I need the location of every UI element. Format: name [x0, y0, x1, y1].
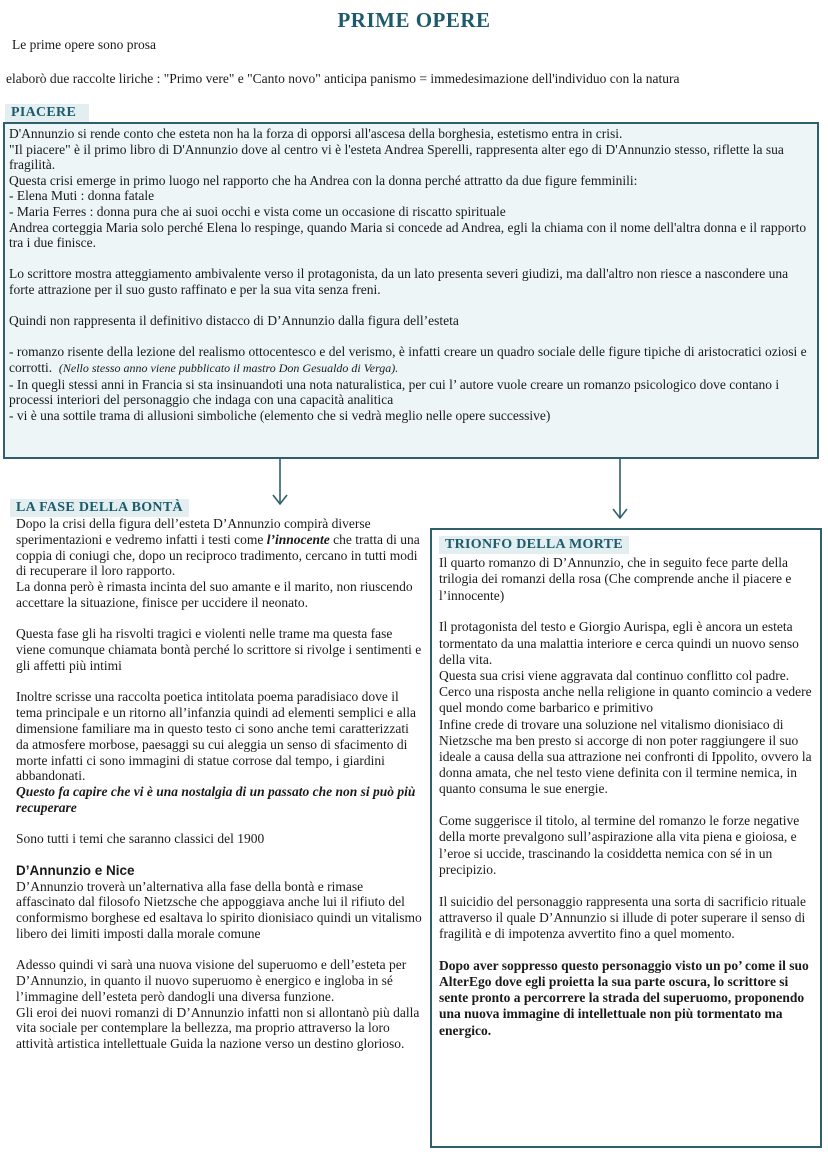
morte-paragraph: Questa sua crisi viene aggravata dal continuo conflitto col padre. — [439, 668, 790, 684]
intro-line-1: Le prime opere sono prosa — [12, 37, 156, 52]
piacere-note: (Nello stesso anno viene pubblicato il mastro Don Gesualdo di Verga). — [58, 360, 399, 375]
piacere-list-item: - vi è una sottile trama di allusioni simboliche (elemento che si vedrà meglio nelle opere successive) — [9, 407, 551, 423]
bonta-paragraph: Sono tutti i temi che saranno classici del 1900 — [16, 831, 265, 847]
nice-heading: D’Annunzio e Nice — [16, 862, 135, 878]
bonta-paragraph: D’Annunzio troverà un’alternativa alla fase della bontà e rimase affascinato dal filosofo Nietzsche che appoggiava anche lui il rifiuto del conformismo borghese ed esaltava lo spirito dionisiaco quindi un vitalismo libero dei limiti imposti dalla morale comune — [16, 878, 422, 941]
morte-paragraph: Come suggerisce il titolo, al termine del romanzo le forze negative della morte prevalgono sull’aspirazione alla vita piena e gioiosa, e l’eroe si uccide, trascinando la cosiddetta nemica con sé in un precipizio. — [439, 813, 800, 877]
piacere-text: - romanzo risente della lezione del realismo ottocentesco e del verismo, è infatti creare un quadro sociale delle figure tipiche di aristocratici oziosi e corrotti. — [9, 344, 807, 375]
bonta-paragraph — [16, 516, 422, 579]
bonta-paragraph: Inoltre scrisse una raccolta poetica intitolata poema paradisiaco dove il tema principale e un ritorno all’infanzia quindi ad elementi semplici e alla dimensione familiare ma in questo testo ci sono anche temi caratterizzati da atmosfere morbose, paesaggi su cui aleggia un senso di sfacimento di morte infatti ci sono immagini di statue corrose dal tempo, i giardini abbandonati. — [16, 689, 416, 784]
piacere-paragraph: Quindi non rappresenta il definitivo distacco di D’Annunzio dalla figura dell’esteta — [9, 313, 459, 329]
intro-line-2: elaborò due raccolte liriche : "Primo vere" e "Canto novo" anticipa panismo = immedesimazione dell'individuo con la natura — [6, 71, 680, 86]
piacere-heading: PIACERE — [5, 104, 89, 122]
morte-paragraph: Il suicidio del personaggio rappresenta una sorta di sacrificio rituale attraverso il quale D’Annunzio si illude di poter superare il senso di fragilità e di impotenza avvertito fino a quel momento. — [439, 893, 806, 942]
arrow-down-icon — [611, 459, 629, 521]
piacere-list-item — [9, 344, 813, 376]
morte-heading: TRIONFO DELLA MORTE — [439, 536, 629, 554]
arrow-down-icon — [271, 459, 289, 507]
bonta-emphasis: l’innocente — [266, 531, 330, 547]
page-title: PRIME OPERE — [337, 8, 491, 32]
morte-box — [430, 528, 822, 1148]
bonta-paragraph: Gli eroi dei nuovi romanzi di D’Annunzio infatti non si allontanò più dalla vita sociale per contemplare la bellezza, ma proprio attraverso la loro attività artistica intellettuale Guida la nazione verso un destino glorioso. — [16, 1004, 420, 1052]
piacere-paragraph: D'Annunzio si rende conto che esteta non ha la forza di opporsi all'ascesa della borghesia, estetismo entra in crisi. — [9, 126, 623, 141]
bonta-column — [16, 516, 422, 1052]
bonta-emphasis-paragraph: Questo fa capire che vi è una nostalgia di un passato che non si può più recuperare — [16, 784, 416, 815]
piacere-list-item: - Maria Ferres : donna pura che ai suoi occhi e vista come un occasione di riscatto spirituale — [9, 203, 506, 219]
morte-paragraph: Il quarto romanzo di D’Annunzio, che in seguito fece parte della trilogia dei romanzi della rosa (Che comprende anche il piacere e l’innocente) — [439, 555, 792, 603]
piacere-list-item: - Elena Muti : donna fatale — [9, 188, 155, 204]
bonta-paragraph: Questa fase gli ha risvolti tragici e violenti nelle trame ma questa fase viene comunque chiamata bontà perché lo scrittore si rivolge i sentimenti e gli affetti più intimi — [16, 626, 422, 673]
morte-paragraph: Infine crede di trovare una soluzione nel vitalismo dionisiaco di Nietzsche ma ben presto si accorge di non poter raggiungere il suo ideale a causa della sua attrazione nei confronti di Ippolito, ovvero la donna amata, che nel testo viene definita con il termine nemica, in quanto consuma le sue energie. — [439, 716, 812, 797]
morte-paragraph: Il protagonista del testo e Giorgio Aurispa, egli è ancora un esteta tormentato da una malattia interiore e cerca quindi un nuovo senso della vita. — [439, 619, 799, 667]
piacere-paragraph: Andrea corteggia Maria solo perché Elena lo respinge, quando Maria si concede ad Andrea, egli la chiama con il nome dell'altra donna e il rapporto tra i due finisce. — [9, 219, 807, 251]
bonta-paragraph: La donna però è rimasta incinta del suo amante e il marito, non riuscendo accettare la situazione, finisce per uccidere il neonato. — [16, 579, 413, 610]
bonta-text: che tratta di una coppia di coniugi che, dopo un reciproco tradimento, cercano in tutti modi di recuperare il loro rapporto. — [16, 531, 420, 579]
piacere-paragraph: Questa crisi emerge in primo luogo nel rapporto che ha Andrea con la donna perché attratto da due figure femminili: — [9, 172, 638, 188]
morte-paragraph: Cerco una risposta anche nella religione in quanto comincio a vedere quel mondo come barbarico e primitivo — [439, 684, 812, 716]
piacere-paragraph: Lo scrittore mostra atteggiamento ambivalente verso il protagonista, da un lato presenta severi giudizi, ma dall'altro non riesce a nascondere una forte attrazione per il suo gusto raffinato e per la sua vita senza freni. — [9, 266, 789, 297]
piacere-list-item: - In quegli stessi anni in Francia si sta insinuandoti una nota naturalistica, per cui l’ autore vuole creare un romanzo psicologico dove contano i processi interiori del personaggio che indaga con una capacità analitica — [9, 376, 780, 408]
piacere-box — [3, 122, 819, 459]
piacere-paragraph: "Il piacere" è il primo libro di D'Annunzio dove al centro vi è l'esteta Andrea Sperelli, rappresenta alter ego di D'Annunzio stesso, riflette la sua fragilità. — [9, 141, 784, 173]
bonta-heading: LA FASE DELLA BONTÀ — [10, 499, 189, 517]
bonta-text: Dopo la crisi della figura dell’esteta D’Annunzio compirà diverse sperimentazioni e vedremo infatti i testi come — [16, 516, 371, 547]
morte-conclusion: Dopo aver soppresso questo personaggio visto un po’ come il suo AlterEgo dove egli proietta la sua parte oscura, lo scrittore si sente pronto a percorrere la strada del superuomo, proponendo una nuova immagine di intellettuale non più tormentato ma energico. — [439, 957, 809, 1038]
bonta-paragraph: Adesso quindi vi sarà una nuova visione del superuomo e dell’esteta per D’Annunzio, in quanto il nuovo superuomo è energico e ingloba in sé l’immagine dell’esteta però dandogli una diversa funzione. — [16, 957, 407, 1004]
